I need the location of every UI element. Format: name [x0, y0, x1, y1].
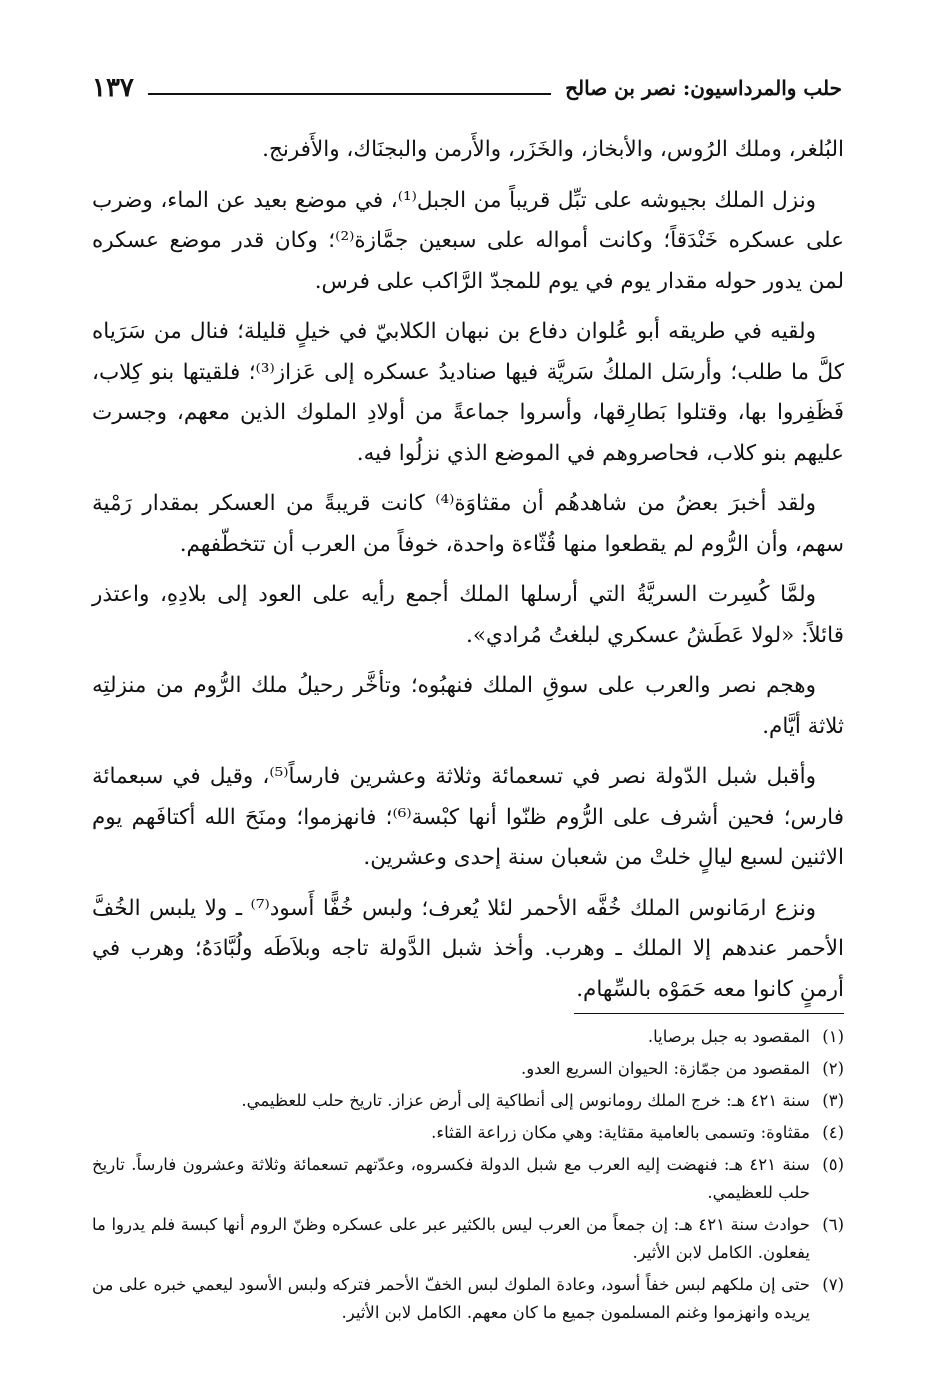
paragraph: ولمَّا كُسِرت السريَّةُ التي أرسلها الملك أجمع رأيه على العود إلى بلادِهِ، واعتذر قائلاً: «لولا عَطَشُ عسكري لبلغتُ مُرادي».	[92, 582, 844, 648]
footnote-text: حوادث سنة ٤٢١ هـ: إن جمعاً من العرب ليس بالكثير عبر على عسكره وظنّ الروم أنها كبسة فلم يدروا ما يفعلون. الكامل لابن الأثير.	[92, 1215, 810, 1262]
footnote-number: (١)	[822, 1027, 844, 1046]
footnote	[92, 1087, 844, 1115]
footnote-text: مقثاوة: وتسمى بالعامية مقثاية: وهي مكان زراعة القثاء.	[431, 1123, 810, 1142]
header-rule	[148, 93, 551, 95]
footnote	[92, 1119, 844, 1147]
footnote-number: (٣)	[822, 1091, 844, 1110]
footnote-text: سنة ٤٢١ هـ: فنهضت إليه العرب مع شبل الدولة فكسروه، وعدّتهم تسعمائة وثلاثة وعشرون فارساً. تاريخ حلب للعظيمي.	[92, 1155, 810, 1202]
page-number: ١٣٧	[92, 73, 134, 103]
running-title: حلب والمرداسيون: نصر بن صالح	[565, 76, 842, 100]
paragraph: ولقد أخبرَ بعضُ من شاهدهُم أن مقثاوَة⁽⁴⁾ كانت قريبةً من العسكر بمقدار رَمْية سهم، وأن الرُّوم لم يقطعوا منها قُثّاءة واحدة، خوفاً من العرب أن تتخطّفهم.	[92, 491, 844, 557]
footnote	[92, 1271, 844, 1327]
footnote-text: حتى إن ملكهم لبس خفاً أسود، وعادة الملوك لبس الخفّ الأحمر فتركه ولبس الأسود ليعمي خبره على من يريده وانهزموا وغنم المسلمون جميع ما كان معهم. الكامل لابن الأثير.	[92, 1275, 810, 1322]
footnote-number: (٤)	[822, 1123, 844, 1142]
footnote	[92, 1211, 844, 1267]
paragraph: ونزل الملك بجيوشه على تبِّل قريباً من الجبل⁽¹⁾، في موضع بعيد عن الماء، وضرب على عسكره خَنْدَقاً؛ وكانت أمواله على سبعين جمَّازة⁽²⁾؛ وكان قدر موضع عسكره لمن يدور حوله مقدار يوم في يوم للمجدّ الرَّاكب على فرس.	[92, 187, 845, 294]
main-text	[92, 130, 844, 1020]
paragraph: البُلغر، وملك الرُوس، والأبخاز، والخَزَر، والأَرمن والبجنَاك، والأَفرنج.	[262, 137, 844, 162]
footnote	[92, 1023, 844, 1051]
footnote-number: (٦)	[822, 1215, 844, 1234]
footnote-number: (٧)	[822, 1275, 844, 1294]
footnote-number: (٢)	[822, 1059, 844, 1078]
page-header	[92, 68, 842, 108]
footnote	[92, 1151, 844, 1207]
footnote	[92, 1055, 844, 1083]
footnotes	[92, 1023, 844, 1331]
footnote-text: المقصود به جبل برصايا.	[647, 1027, 810, 1046]
footnote-text: سنة ٤٢١ هـ: خرج الملك رومانوس إلى أنطاكية إلى أرض عزاز. تاريخ حلب للعظيمي.	[241, 1091, 810, 1110]
footnote-number: (٥)	[822, 1155, 844, 1174]
footnote-separator	[574, 1013, 844, 1014]
paragraph: وهجم نصر والعرب على سوقِ الملك فنهبُوه؛ وتأخَّر رحيلُ ملك الرُّوم من منزلتِه ثلاثة أيَّام.	[92, 673, 844, 739]
paragraph: وأقبل شبل الدّولة نصر في تسعمائة وثلاثة وعشرين فارساً⁽⁵⁾، وقيل في سبعمائة فارس؛ فحين أشرف على الرُّوم ظنّوا أنها كبْسة⁽⁶⁾؛ فانهزموا؛ ومنَحَ الله أكتافَهم يوم الاثنين لسبع ليالٍ خلتْ من شعبان سنة إحدى وعشرين.	[92, 764, 844, 870]
paragraph: ونزع ارمَانوس الملك خُفَّه الأحمر لئلا يُعرف؛ ولبس خُفًّا أَسود⁽⁷⁾ ـ ولا يلبس الخُفَّ الأحمر عندهم إلا الملك ـ وهرب. وأخذ شبل الدَّولة تاجه وبلاَطَه ولُبَّادَهُ؛ وهرب في أرمنٍ كانوا معه حَمَوْه بالسِّهام.	[92, 895, 844, 1002]
footnote-text: المقصود من جمّازة: الحيوان السريع العدو.	[521, 1059, 810, 1078]
paragraph: ولقيه في طريقه أبو عُلوان دفاع بن نبهان الكلابيّ في خيلٍ قليلة؛ فنال من سَرَياه كلَّ ما طلب؛ وأرسَل الملكُ سَريَّة فيها صناديدُ عسكره إلى عَزاز⁽³⁾؛ فلقيتها بنو كِلاب، فَظَفِروا بها، وقتلوا بَطارِقها، وأسروا جماعةً من أولادِ الملوك الذين معهم، وجسرت عليهم بنو كلاب، فحاصروهم في الموضع الذي نزلُوا فيه.	[92, 319, 844, 466]
